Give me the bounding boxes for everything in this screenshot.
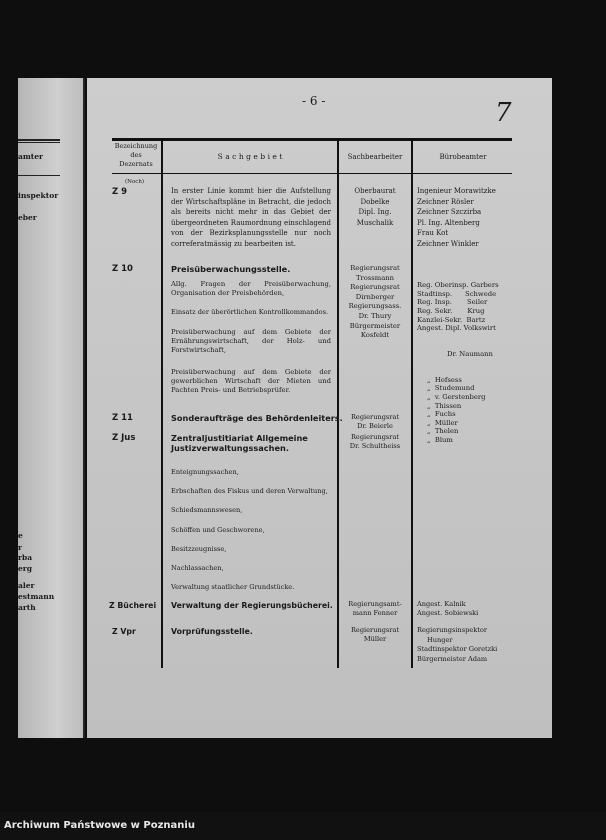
section-title: Sonderaufträge des Behördenleiters. (171, 413, 343, 423)
section-title: Preisüberwachungsstelle. (171, 264, 291, 274)
fragment: rba (18, 553, 33, 562)
sachgebiet-item: Preisüberwachung auf dem Gebiete der Ernährungswirtschaft, der Holz- und Forstwirtschaft, (171, 328, 331, 354)
archive-name: Archiwum Państwowe w Poznaniu (4, 820, 195, 831)
fragment: r (18, 543, 22, 552)
sachbearbeiter-list: Regierungsrat Dr. Schultheiss (349, 433, 401, 450)
dezernat-code: Z Vpr (112, 627, 136, 636)
fragment: aler (18, 581, 35, 590)
fragment: e (18, 531, 23, 540)
fragment: estmann (18, 592, 55, 601)
document-page (87, 78, 552, 738)
sachgebiet-item: Einsatz der überörtlichen Kontrollkommandos. (171, 308, 329, 316)
archive-footer (0, 812, 606, 840)
buerobeamter-list: Reg. Oberinsp. Garbers Stadtinsp. Schwede Reg. Insp. Seiler Reg. Sekr. Krug Kanzlei-Sekr. Bartz Angest. Dipl. Volkswirt Dr. Naumann „ Hofsess „ Studemund „ v. Gerstenberg „ Thissen „ Fuchs „ Müller „ Thelen „ Blum (417, 281, 499, 444)
fragment: arth (18, 603, 36, 612)
section-title: Zentraljustitiariat Allgemeine Justizverwaltungssachen. (171, 433, 308, 453)
column-header-sachbearbeiter: Sachbearbeiter (347, 153, 403, 161)
column-header-buerobeamter: Bürobeamter (439, 153, 487, 161)
column-header-sachgebiet: S a c h g e b i e t (217, 152, 283, 161)
sachbearbeiter-list: Regierungsrat Dr. Beierle (350, 413, 400, 430)
sachbearbeiter-list: Regierungsrat Müller (350, 626, 400, 643)
column-header-dezernat: Bezeichnung des Dezernats (114, 142, 158, 168)
dezernat-code: Z 9 (112, 187, 128, 197)
fragment: erg (18, 564, 32, 573)
buerobeamter-list: Angest. Kalnik Angest. Sobiewski (417, 600, 479, 617)
fragment: amter (18, 152, 43, 161)
continuation-note: (Noch) (125, 179, 145, 185)
fragment: inspektor (18, 191, 59, 200)
dezernat-code: Z 11 (112, 413, 133, 423)
section-title: Vorprüfungsstelle. (171, 627, 253, 636)
dezernat-code: Z Jus (112, 433, 136, 443)
buerobeamter-list: Ingenieur Morawitzke Zeichner Rösler Zeichner Szczirba Pl. Ing. Altenberg Frau Kot Zeichner Winkler (417, 187, 496, 248)
adjacent-page-fragment (18, 78, 85, 738)
sachgebiet-item: Preisüberwachung auf dem Gebiete der gewerblichen Wirtschaft der Mieten und Pachten Preis- und Betriebsprüfer. (171, 368, 331, 394)
sachbearbeiter-list: Regierungsrat Trossmann Regierungsrat Dirnberger Regierungsass. Dr. Thury Bürgermeister Kosfeldt (348, 264, 402, 340)
dezernat-code: Z Bücherei (109, 601, 157, 610)
sachbearbeiter-list: Regierungsamt- mann Fenner (348, 600, 402, 617)
sachgebiet-item: Allg. Fragen der Preisüberwachung, Organisation der Preisbehörden, (171, 280, 331, 297)
handwritten-page-number: 7 (495, 98, 512, 128)
sachgebiet-text: In erster Linie kommt hier die Aufstellung der Wirtschaftspläne in Betracht, die jedoch als bereits nicht mehr in das Gebiet der übergeordneten Raumordnung einschlagend von der Bezirksplanungsstelle nur noch correferatmässig zu bearbeiten ist. (171, 187, 331, 248)
buerobeamter-list: Regierungsinspektor Hunger Stadtinspektor Goretzki Bürgermeister Adam (417, 626, 498, 663)
page-mark: - 6 - (302, 94, 326, 108)
fragment: eber (18, 213, 37, 222)
sachgebiet-items: Enteignungssachen, Erbschaften des Fiskus und deren Verwaltung, Schiedsmannswesen, Schöffen und Geschworene, Besitzzeugnisse, Nachlassachen, Verwaltung staatlicher Grundstücke. (171, 468, 328, 592)
section-title: Verwaltung der Regierungsbücherei. (171, 601, 333, 610)
sachbearbeiter-list: Oberbaurat Dobelke Dipl. Ing. Muschalik (354, 187, 396, 227)
dezernat-code: Z 10 (112, 264, 133, 274)
